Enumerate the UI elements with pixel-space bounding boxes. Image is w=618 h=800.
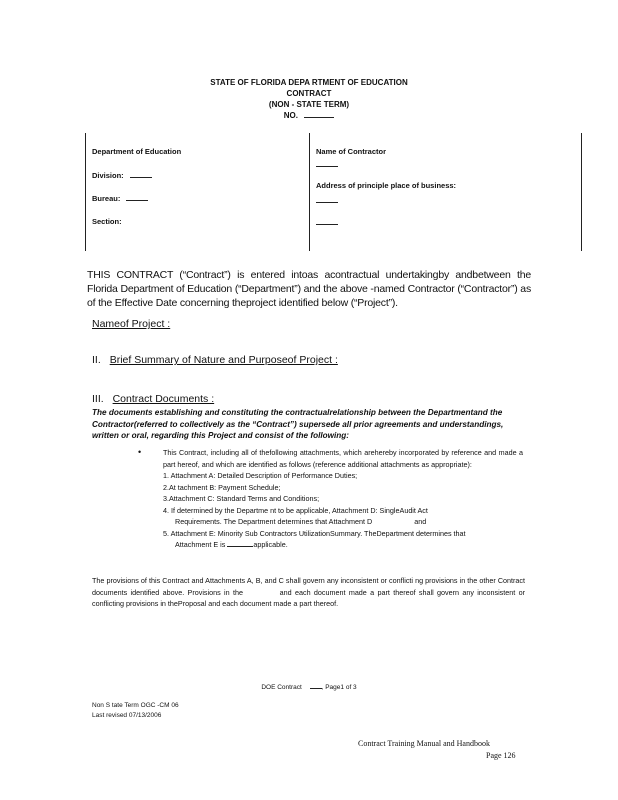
footer-contract-blank [310, 688, 322, 689]
document-header [0, 77, 618, 121]
intro-paragraph: THIS CONTRACT (“Contract”) is entered intoas acontractual undertakingby andbetween the Florida Department of Education (“Department”) and the above -named Contractor (“Contractor”) as of the Effective Date concerning theproject identified below (“Project”). [87, 269, 531, 309]
footer-revised: Last revised 07/13/2006 [92, 712, 162, 719]
attachment-e-blank [227, 546, 253, 547]
address-blank-1 [316, 193, 338, 203]
info-box [85, 133, 582, 251]
handbook-title: Contract Training Manual and Handbook [358, 739, 490, 748]
attachment-d-determination: Requirements. The Department determines that Attachment D and [175, 517, 427, 526]
header-number: NO. [0, 110, 618, 121]
section-label: Section: [92, 217, 122, 226]
address-label: Address of principle place of business: [316, 181, 457, 190]
bureau-field: Bureau: [92, 194, 148, 203]
contract-number-blank [304, 117, 334, 118]
attachment-a: 1. Attachment A: Detailed Description of Performance Duties; [163, 471, 358, 480]
section-ii-heading: II. Brief Summary of Nature and Purposeof Project : [92, 354, 338, 366]
header-agency: STATE OF FLORIDA DEPA RTMENT OF EDUCATION [210, 78, 408, 87]
header-contract: CONTRACT [286, 89, 332, 98]
project-name-heading: Nameof Project : [92, 318, 171, 330]
page-number: Page 126 [486, 751, 516, 760]
contractor-name-blank [316, 157, 338, 167]
contractor-name-label: Name of Contractor [316, 147, 387, 156]
division-blank [130, 177, 152, 178]
attachment-b: 2.At tachment B: Payment Schedule; [163, 482, 281, 492]
bureau-blank [126, 200, 148, 201]
info-box-divider [309, 133, 310, 251]
bullet-point: • [138, 447, 142, 457]
attachment-e: 5. Attachment E: Minority Sub Contractors UtilizationSummary. TheDepartment determines that [163, 528, 466, 538]
footer-form-id: Non S tate Term OGC -CM 06 [92, 702, 179, 709]
header-term: (NON - STATE TERM) [268, 100, 350, 109]
contract-documents-text: The documents establishing and constituting the contractualrelationship between the Departmentand the Contractor(referred to collectively as the “Contract”) supersede all prior agreements and understandings, written or oral, regarding this Project and consist of the following: [92, 408, 504, 440]
attachments-intro: This Contract, including all of thefollowing attachments, which arehereby incorporated by reference and made a part hereof, and which are identified as follows (reference additional attachments as appropriate): [163, 448, 523, 469]
address-blank-2 [316, 215, 338, 225]
attachment-c: 3.Attachment C: Standard Terms and Conditions; [163, 494, 320, 503]
section-iii-heading: III. Contract Documents : [92, 393, 215, 405]
footer-page-info: DOE Contract , Page1 of 3 [261, 684, 357, 691]
attachments-list [163, 447, 523, 551]
attachment-e-determination: Attachment E is applicable. [175, 540, 288, 549]
division-field: Division: [92, 171, 152, 180]
department-label: Department of Education [92, 147, 182, 156]
provisions-paragraph: The provisions of this Contract and Attachments A, B, and C shall govern any inconsistent or conflicti ng provisions in the other Contract documents identified above. Provisions in the and each document made a part thereof shall govern any inconsistent or conflicting provisions in theProposal and each document made a part thereof. [92, 576, 525, 608]
attachment-d: 4. If determined by the Departme nt to be applicable, Attachment D: SingleAudit Act [163, 505, 428, 515]
